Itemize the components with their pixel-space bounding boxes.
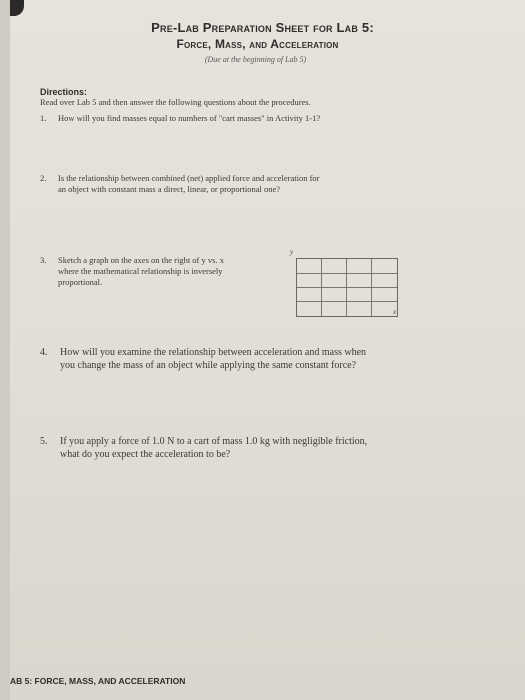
question-3 bbox=[40, 255, 290, 291]
question-number: 1. bbox=[40, 113, 47, 123]
page-subtitle: (Due at the beginning of Lab 5) bbox=[204, 55, 307, 64]
question-number: 3. bbox=[40, 255, 47, 265]
question-text-line: Is the relationship between combined (net) applied force and acceleration for bbox=[58, 173, 320, 183]
question-number: 4. bbox=[40, 347, 48, 358]
question-text-line: Sketch a graph on the axes on the right of y vs. x bbox=[58, 255, 224, 265]
grid-line bbox=[297, 301, 397, 302]
page-corner-shadow bbox=[10, 0, 24, 16]
question-text-line: an object with constant mass a direct, linear, or proportional one? bbox=[58, 184, 281, 194]
question-text-line: you change the mass of an object while applying the same constant force? bbox=[60, 360, 357, 371]
question-5 bbox=[40, 436, 520, 462]
blank-graph-grid[interactable] bbox=[296, 258, 398, 317]
question-text-line: If you apply a force of 1.0 N to a cart of mass 1.0 kg with negligible friction, bbox=[60, 436, 368, 447]
grid-line bbox=[297, 273, 397, 274]
directions-text: Read over Lab 5 and then answer the following questions about the procedures. bbox=[40, 97, 311, 107]
question-2 bbox=[40, 173, 510, 197]
page-footer: AB 5: FORCE, MASS, AND ACCELERATION bbox=[10, 676, 186, 686]
page-title-line1: Pre-Lab Preparation Sheet for Lab 5: bbox=[151, 20, 374, 35]
grid-line bbox=[297, 287, 397, 288]
question-number: 2. bbox=[40, 173, 47, 183]
directions-label: Directions: bbox=[40, 87, 88, 97]
page-title-line2: Force, Mass, and Acceleration bbox=[176, 37, 339, 51]
question-text-line: what do you expect the acceleration to be? bbox=[60, 449, 231, 460]
worksheet-page bbox=[10, 0, 525, 700]
question-4 bbox=[40, 347, 520, 373]
question-text-line: where the mathematical relationship is inversely bbox=[58, 266, 223, 276]
graph-y-label: y bbox=[290, 248, 294, 256]
question-text-line: How will you find masses equal to numbers of "cart masses" in Activity 1-1? bbox=[58, 113, 321, 123]
question-text-line: How will you examine the relationship between acceleration and mass when bbox=[60, 347, 367, 358]
question-number: 5. bbox=[40, 436, 48, 447]
question-text-line: proportional. bbox=[58, 277, 103, 287]
graph-x-label: x bbox=[393, 308, 397, 316]
